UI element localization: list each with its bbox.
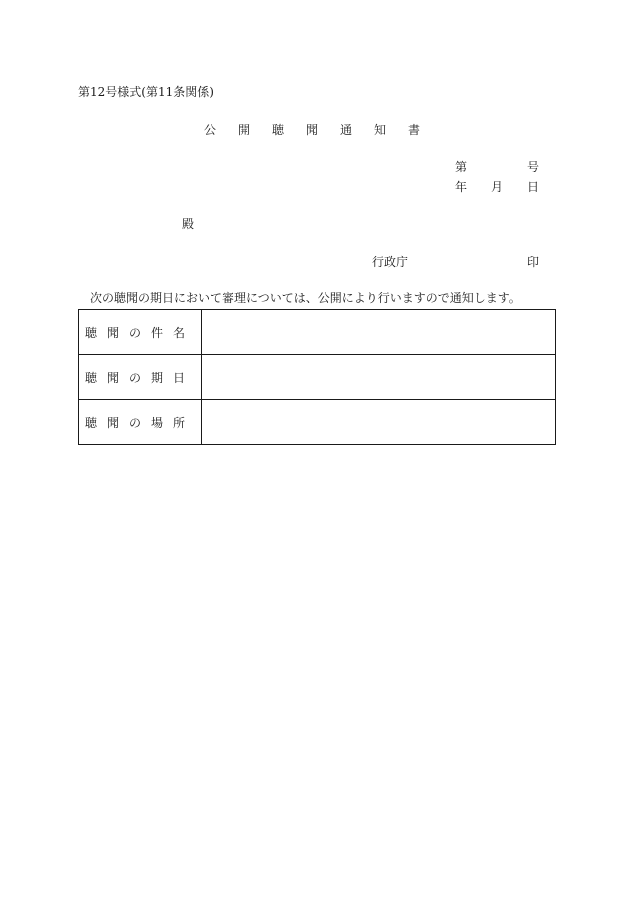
table-row xyxy=(79,310,556,355)
number-suffix: 号 xyxy=(527,160,540,174)
row-label xyxy=(79,310,202,355)
notice-body-text: 次の聴聞の期日において審理については、公開により行いますので通知します。 xyxy=(90,291,521,305)
form-number: 第12号様式(第11条関係) xyxy=(78,85,214,99)
hearing-info-table xyxy=(78,309,556,445)
document-title xyxy=(204,124,420,136)
title-char: 通 xyxy=(340,123,353,137)
title-char: 聴 xyxy=(272,123,285,137)
row-label-text: 聴聞の場所 xyxy=(85,415,196,430)
number-prefix: 第 xyxy=(455,160,468,174)
title-char: 開 xyxy=(238,123,251,137)
row-value xyxy=(202,355,556,400)
row-value xyxy=(202,310,556,355)
date-month-label: 月 xyxy=(491,180,504,194)
row-value xyxy=(202,400,556,445)
title-char: 書 xyxy=(408,123,421,137)
title-char: 公 xyxy=(204,123,217,137)
date-year-label: 年 xyxy=(455,180,468,194)
addressee-honorific: 殿 xyxy=(182,217,195,231)
table-row xyxy=(79,400,556,445)
row-label xyxy=(79,355,202,400)
date-day-label: 日 xyxy=(527,180,540,194)
title-char: 聞 xyxy=(306,123,319,137)
title-char: 知 xyxy=(374,123,387,137)
row-label-text: 聴聞の期日 xyxy=(85,370,196,385)
issuer-agency: 行政庁 xyxy=(372,255,409,269)
row-label-text: 聴聞の件名 xyxy=(85,325,196,340)
table-row xyxy=(79,355,556,400)
seal-mark: 印 xyxy=(527,255,540,269)
row-label xyxy=(79,400,202,445)
